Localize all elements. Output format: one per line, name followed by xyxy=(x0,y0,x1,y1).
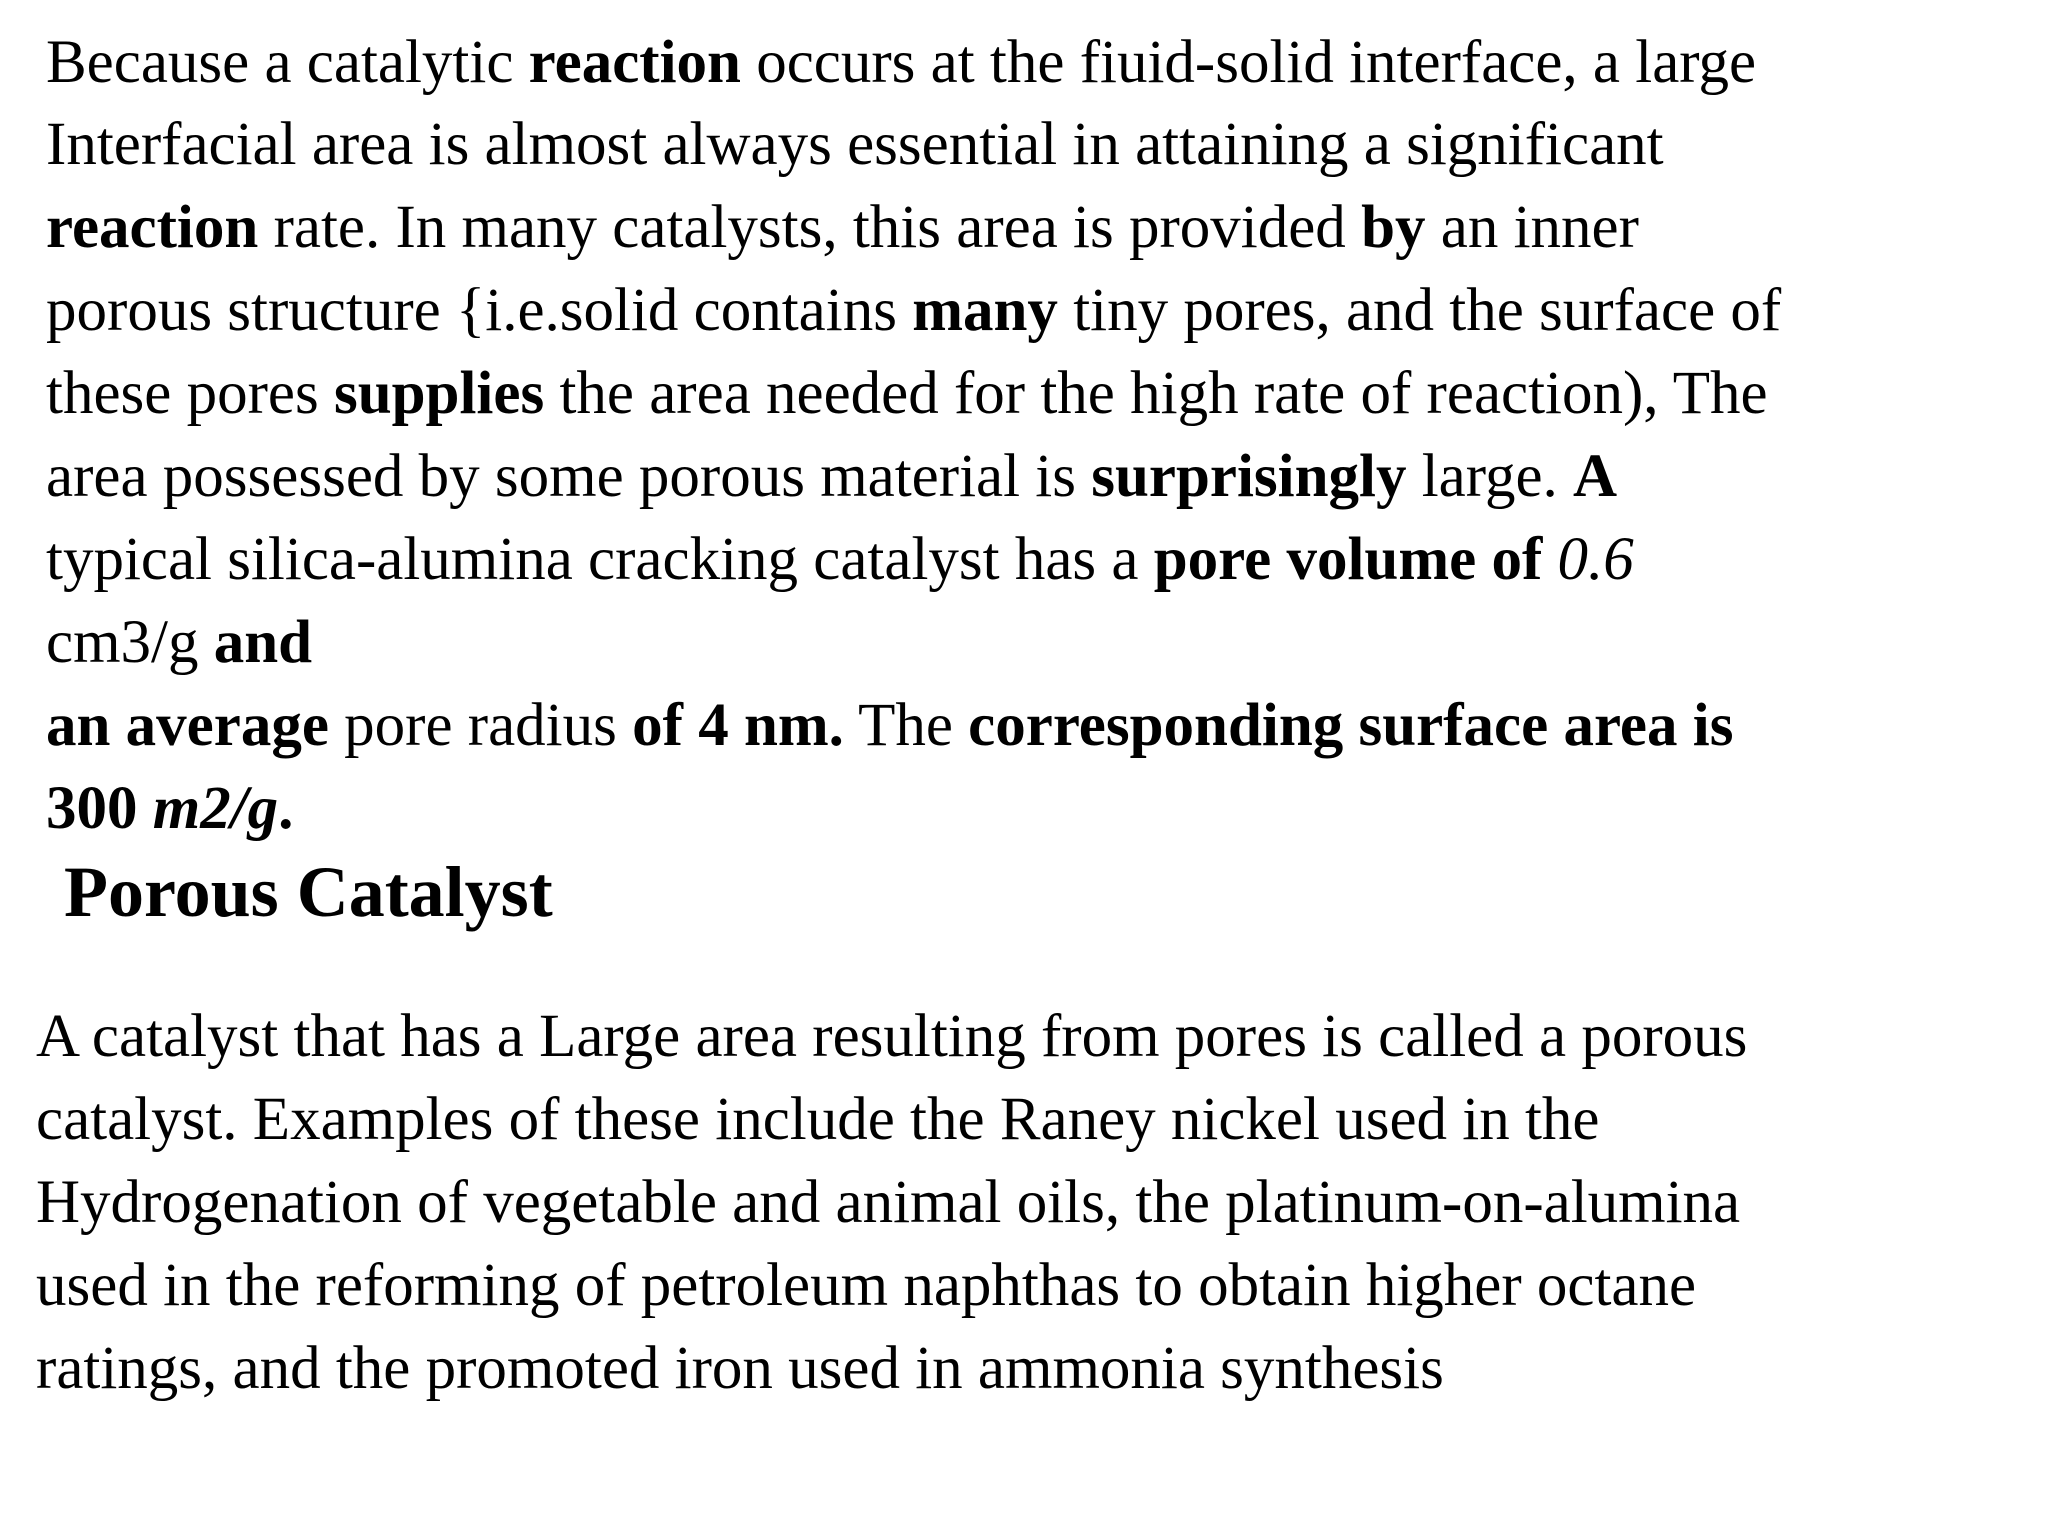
text-run: these pores xyxy=(46,360,334,427)
text-run: tiny pores, and the surface of xyxy=(1057,277,1782,344)
paragraph-line xyxy=(46,193,1639,263)
text-run: area possessed by some porous material is xyxy=(46,443,1092,510)
text-run: reaction xyxy=(46,194,259,261)
paragraph-line xyxy=(46,608,312,678)
text-run: of 4 nm. xyxy=(632,692,844,759)
paragraph-line xyxy=(46,28,1756,98)
paragraph-line xyxy=(46,525,1634,595)
paragraph-line xyxy=(46,359,1768,429)
text-run: 0.6 xyxy=(1557,526,1634,593)
text-run: 300 xyxy=(46,775,153,842)
text-run: . xyxy=(278,775,294,842)
text-run: m2/g xyxy=(152,775,279,842)
text-run: supplies xyxy=(333,360,545,427)
paragraph-line xyxy=(46,442,1617,512)
text-run: cm3/g xyxy=(46,609,214,676)
text-run: Because a catalytic xyxy=(46,29,529,96)
text-run: and xyxy=(213,609,313,676)
paragraph-line: ratings, and the promoted iron used in ammonia synthesis xyxy=(36,1335,1444,1402)
text-run: typical silica-alumina cracking catalyst has a xyxy=(46,526,1154,593)
text-run xyxy=(1542,526,1557,593)
paragraph-line xyxy=(46,110,1664,180)
text-run: pore volume of xyxy=(1153,526,1543,593)
text-run: an inner xyxy=(1425,194,1639,261)
text-run: large. xyxy=(1406,443,1574,510)
text-run: A xyxy=(1573,443,1618,510)
text-run: an average xyxy=(46,692,329,759)
text-run: Interfacial area is almost always essential in attaining a significant xyxy=(46,111,1664,178)
text-run: many xyxy=(912,277,1058,344)
text-run: The xyxy=(843,692,969,759)
paragraph-line: Hydrogenation of vegetable and animal oils, the platinum-on-alumina xyxy=(36,1169,1741,1236)
text-run: reaction xyxy=(528,29,741,96)
paragraph-line: A catalyst that has a Large area resulting from pores is called a porous xyxy=(36,1003,1748,1070)
text-run: the area needed for the high rate of reaction), The xyxy=(544,360,1768,427)
paragraph-line: catalyst. Examples of these include the Raney nickel used in the xyxy=(36,1086,1600,1153)
text-run: pore radius xyxy=(328,692,633,759)
paragraph-line xyxy=(46,774,293,844)
text-run: rate. In many catalysts, this area is provided xyxy=(258,194,1362,261)
text-run: surprisingly xyxy=(1091,443,1407,510)
text-run: corresponding surface area is xyxy=(968,692,1734,759)
section-heading: Porous Catalyst xyxy=(64,852,553,932)
paragraph-line xyxy=(46,276,1781,346)
paragraph-line: used in the reforming of petroleum naphthas to obtain higher octane xyxy=(36,1252,1697,1319)
text-run: by xyxy=(1361,194,1426,261)
text-run: occurs at the fiuid-solid interface, a large xyxy=(740,29,1757,96)
paragraph-line xyxy=(46,691,1733,761)
text-run: porous structure {i.e.solid contains xyxy=(46,277,913,344)
